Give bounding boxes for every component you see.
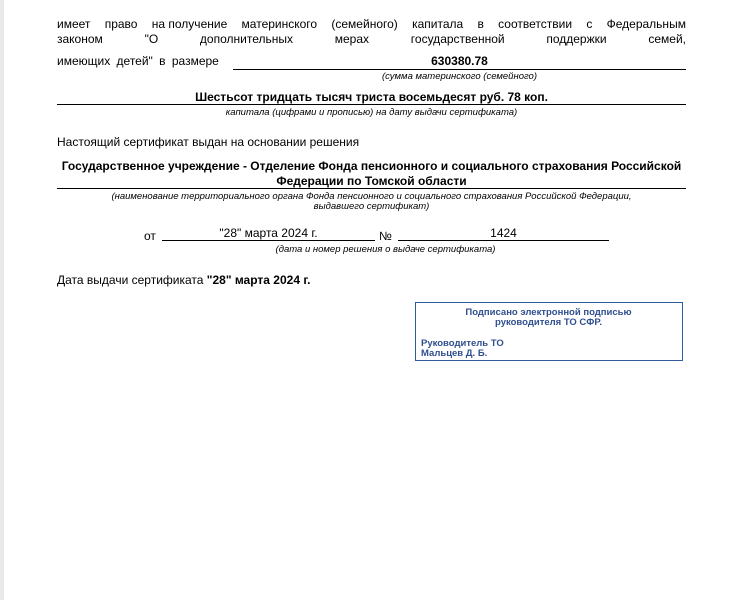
intro-word: материнского <box>241 17 318 31</box>
issue-date-value: "28" марта 2024 г. <box>206 273 311 287</box>
stamp-name: Мальцев Д. Б. <box>421 348 488 359</box>
intro-word: Федеральным <box>606 17 686 31</box>
intro-word: (семейного) <box>331 17 398 31</box>
intro-word: государственной <box>410 32 505 46</box>
decision-number-underline <box>398 240 609 241</box>
intro-line-2 <box>57 32 686 46</box>
organization-underline <box>57 188 686 189</box>
intro-word: на получение <box>151 17 228 31</box>
intro-line-3: имеющих детей" в размере <box>57 54 219 68</box>
signature-stamp <box>415 302 683 361</box>
decision-date-underline <box>162 240 375 241</box>
decision-caption: (дата и номер решения о выдаче сертификата) <box>275 244 496 255</box>
intro-line-1 <box>57 17 686 31</box>
decision-number-label: № <box>379 229 392 243</box>
organization-line-2: Федерации по Томской области <box>276 174 467 188</box>
basis-text: Настоящий сертификат выдан на основании решения <box>57 135 360 149</box>
intro-word: "О <box>144 32 159 46</box>
intro-word: имеет <box>57 17 91 31</box>
stamp-role: Руководитель ТО <box>421 338 504 349</box>
intro-word: в <box>477 17 484 31</box>
intro-word: с <box>586 17 593 31</box>
organization-caption-1: (наименование территориального органа Фонда пенсионного и социального страхования Российской Федерации, <box>111 191 632 202</box>
intro-word: мерах <box>334 32 370 46</box>
amount-underline <box>233 69 686 70</box>
organization-line-1: Государственное учреждение - Отделение Фонда пенсионного и социального страхования Российской <box>61 159 682 173</box>
intro-word: законом <box>57 32 103 46</box>
intro-word: капитала <box>412 17 464 31</box>
decision-number: 1424 <box>490 226 517 240</box>
intro-word: семей, <box>648 32 686 46</box>
intro-word: право <box>104 17 138 31</box>
amount-words: Шестьсот тридцать тысяч триста восемьдесят руб. 78 коп. <box>195 90 548 104</box>
stamp-line-2: руководителя ТО СФР. <box>495 317 602 328</box>
organization-caption-2: выдавшего сертификат) <box>313 201 430 212</box>
intro-word: поддержки <box>546 32 607 46</box>
amount-words-underline <box>57 104 686 105</box>
issue-date-row <box>57 273 310 287</box>
decision-date: "28" марта 2024 г. <box>219 226 318 240</box>
page-edge <box>0 0 4 600</box>
decision-from-label: от <box>144 229 156 243</box>
amount-caption: (сумма материнского (семейного) <box>381 71 538 82</box>
issue-date-label: Дата выдачи сертификата <box>57 273 204 287</box>
amount-value: 630380.78 <box>431 54 488 68</box>
amount-words-caption: капитала (цифрами и прописью) на дату выдачи сертификата) <box>225 107 518 118</box>
intro-word: дополнительных <box>199 32 293 46</box>
stamp-line-1: Подписано электронной подписью <box>465 307 632 318</box>
intro-word: соответствии <box>498 17 573 31</box>
